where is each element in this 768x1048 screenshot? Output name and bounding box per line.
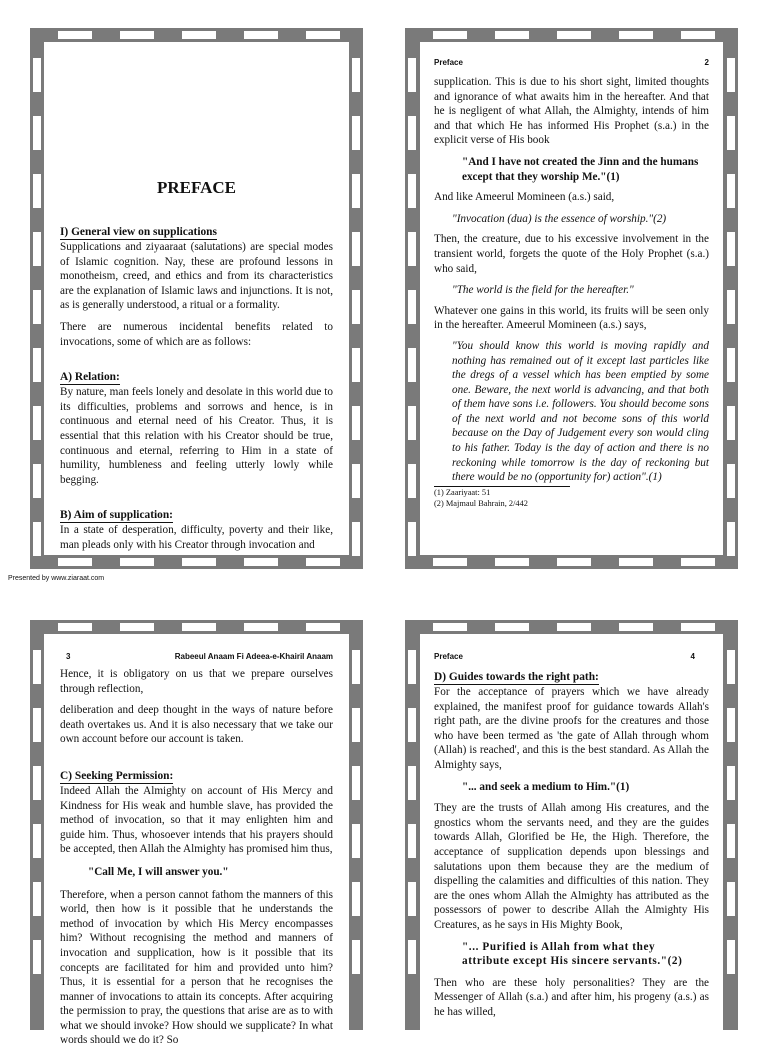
frame-dash (727, 522, 735, 556)
frame-dash (33, 708, 41, 742)
paragraph: They are the trusts of Allah among His creatures, and the gnostics whom the servants need, and they are the guides towards Allah, Glorified be He, the High. Therefore, the acceptance of supplication depends upon blessings and salutations upon them because they are the medium of dispelling the calamities and difficulties of this nation. They are the ones whom Allah the Almighty has attributed as the possessors of power to describe Allah the Almighty His Creatures, as he says in His Mighty Book, (434, 802, 709, 931)
frame-dash (727, 708, 735, 742)
frame-dash (33, 522, 41, 556)
frame-dash (408, 174, 416, 208)
frame-dash (408, 116, 416, 150)
frame-dash (352, 58, 360, 92)
frame-dash (182, 623, 216, 631)
frame-dash (681, 558, 715, 566)
frame-dash (182, 558, 216, 566)
frame-dash (408, 232, 416, 266)
paragraph: There are numerous incidental benefits related to invocations, some of which are as follows: (60, 320, 333, 348)
frame-dash (120, 558, 154, 566)
frame-dash (33, 290, 41, 324)
frame-dash (58, 31, 92, 39)
section-heading-relation: A) Relation: (60, 371, 120, 384)
frame-dash (352, 174, 360, 208)
paragraph: Hence, it is obligatory on us that we prepare ourselves through reflection, (60, 668, 333, 695)
frame-dash (33, 232, 41, 266)
frame-dash (352, 522, 360, 556)
footnote: (1) Zaariyaat: 51 (434, 487, 491, 497)
quran-quote: "... and seek a medium to Him."(1) (462, 780, 630, 793)
frame-dash (352, 290, 360, 324)
paragraph: In a state of desperation, difficulty, poverty and their like, man pleads only with his Creator through invocation and (60, 524, 333, 551)
frame-dash (727, 464, 735, 498)
frame-dash (557, 558, 591, 566)
frame-dash (408, 348, 416, 382)
quran-quote: "... Purified is Allah from what they attribute except His sincere servants."(2) (462, 940, 683, 968)
frame-dash (557, 623, 591, 631)
frame-dash (306, 623, 340, 631)
frame-dash (33, 116, 41, 150)
frame-dash (306, 31, 340, 39)
page-2 (420, 42, 723, 555)
frame-dash (727, 348, 735, 382)
frame-dash (727, 174, 735, 208)
frame-dash (727, 406, 735, 440)
frame-dash (727, 58, 735, 92)
hadith-quote: "The world is the field for the hereafter." (452, 284, 634, 297)
frame-dash (433, 558, 467, 566)
frame-dash (33, 58, 41, 92)
hadith-quote: "You should know this world is moving rapidly and nothing has remained out of it except last particles like the dregs of a vessel which has been emptied by some one. Beware, the next world is advancing, and that both of them have sons i.e. followers. You should become sons of the next world and not become sons of this world because on the Day of Judgement every son would cling to his father. Today is the day of action and there is no reckoning while tomorrow is the day of reckoning but there would be no (opportunity for) action".(1) (452, 339, 709, 484)
frame-dash (244, 558, 278, 566)
paragraph: By nature, man feels lonely and desolate in this world due to its difficulties, problems and sorrows and hence, is in continuous and eternal need of his Creator. Thus, it is essential that this relation with his Creator should be true, continuous and eternal, referring to Him in a state of humility, humbleness and feeling utterly lowly while begging. (60, 386, 333, 486)
section-heading-seeking-permission: C) Seeking Permission: (60, 769, 174, 782)
frame-dash (557, 31, 591, 39)
page-number: 4 (690, 652, 695, 661)
frame-dash (408, 464, 416, 498)
frame-dash (352, 650, 360, 684)
frame-dash (33, 766, 41, 800)
frame-dash (244, 623, 278, 631)
page-number: 3 (66, 652, 71, 661)
frame-dash (33, 174, 41, 208)
frame-dash (495, 623, 529, 631)
page-1 (44, 42, 349, 555)
paragraph: Then, the creature, due to his excessive involvement in the transient world, forgets the quote of the Holy Prophet (s.a.) who said, (434, 233, 709, 275)
frame-dash (352, 406, 360, 440)
frame-dash (352, 940, 360, 974)
presented-by-credit: Presented by www.ziaraat.com (8, 575, 105, 582)
frame-dash (408, 824, 416, 858)
paragraph: Therefore, when a person cannot fathom the manners of this world, then how is it possible that he understands the method of invocation by which His Mercy encompasses him? Without recognising the method and manners of invocation and supplication, how is it possible that its concepts are facilitated for him and provided unto him? Thus, it is essential for a person that he recognises the manner of invocations to attain its concepts. After acquiring the permission to pray, the questions that arise are as to with what we should invoke? How should we supplicate? In what words should we do it? So (60, 888, 333, 1047)
frame-dash (58, 558, 92, 566)
paragraph: And like Ameerul Momineen (a.s.) said, (434, 191, 615, 204)
quran-quote: "Call Me, I will answer you." (88, 865, 229, 878)
page-3 (44, 634, 349, 1047)
footnote: (2) Majmaul Bahrain, 2/442 (434, 498, 528, 508)
running-header: Preface (434, 58, 463, 67)
frame-dash (408, 708, 416, 742)
frame-dash (352, 882, 360, 916)
frame-dash (33, 406, 41, 440)
frame-dash (408, 290, 416, 324)
frame-dash (408, 522, 416, 556)
frame-dash (681, 31, 715, 39)
frame-dash (352, 708, 360, 742)
paragraph: deliberation and deep thought in the ways of nature before death overtakes us. And it is also necessary that we take our own account before our account is taken. (60, 704, 333, 746)
frame-dash (727, 232, 735, 266)
paragraph: supplication. This is due to his short sight, limited thoughts and ignorance of what awaits him in the hereafter. And that he is negligent of what Allah, the Almighty, intends of him and that which He has informed His Prophet (s.a.) in the explicit verse of His book (434, 76, 709, 147)
frame-dash (619, 623, 653, 631)
frame-dash (495, 558, 529, 566)
paragraph: Then who are these holy personalities? They are the Messenger of Allah (s.a.) and after him, his progeny (a.s.) as he has willed, (434, 976, 709, 1018)
frame-dash (58, 623, 92, 631)
frame-dash (727, 940, 735, 974)
frame-dash (33, 464, 41, 498)
frame-dash (244, 31, 278, 39)
frame-dash (33, 940, 41, 974)
frame-dash (352, 232, 360, 266)
frame-dash (619, 31, 653, 39)
running-header: Rabeeul Anaam Fi Adeea-e-Khairil Anaam (174, 652, 333, 661)
frame-dash (408, 58, 416, 92)
section-heading-general-view: I) General view on supplications (60, 226, 217, 238)
frame-dash (408, 766, 416, 800)
frame-dash (182, 31, 216, 39)
frame-dash (727, 290, 735, 324)
paragraph: For the acceptance of prayers which we have already explained, the manifest proof for guidance towards Allah's right path, are the divine proofs for the creatures and those who have been termed as 'the gate of Allah through whom (Allah) is reached', and this is the best standard. As Allah the Almighty says, (434, 686, 709, 771)
hadith-quote: "Invocation (dua) is the essence of worship."(2) (452, 212, 667, 225)
frame-dash (352, 348, 360, 382)
paragraph: Whatever one gains in this world, its fruits will be seen only in the hereafter. Ameerul Momineen (a.s.) says, (434, 304, 709, 332)
frame-dash (120, 31, 154, 39)
frame-dash (727, 116, 735, 150)
frame-dash (433, 623, 467, 631)
frame-dash (681, 623, 715, 631)
page-number: 2 (704, 58, 709, 67)
section-heading-aim: B) Aim of supplication: (60, 509, 173, 522)
frame-dash (33, 650, 41, 684)
frame-dash (33, 348, 41, 382)
page-4 (420, 634, 723, 1034)
frame-dash (352, 464, 360, 498)
section-heading-guides: D) Guides towards the right path: (434, 671, 599, 683)
frame-dash (495, 31, 529, 39)
frame-dash (408, 650, 416, 684)
preface-title: PREFACE (156, 178, 236, 197)
frame-dash (727, 882, 735, 916)
frame-dash (120, 623, 154, 631)
quran-quote: "And I have not created the Jinn and the humans except that they worship Me."(1) (462, 155, 699, 183)
frame-dash (352, 824, 360, 858)
running-header: Preface (434, 652, 463, 661)
paragraph: Indeed Allah the Almighty on account of His Mercy and Kindness for His weak and humble slave, has provided the method of invocation, so that it may enlighten him and guide him. Thus, whosoever intends that his prayers should be accepted, then Allah the Almighty has promised him thus, (60, 784, 333, 856)
frame-dash (727, 766, 735, 800)
frame-dash (408, 940, 416, 974)
frame-dash (33, 882, 41, 916)
frame-dash (727, 824, 735, 858)
frame-dash (433, 31, 467, 39)
frame-dash (33, 824, 41, 858)
frame-dash (727, 650, 735, 684)
frame-dash (619, 558, 653, 566)
frame-dash (408, 882, 416, 916)
frame-dash (352, 116, 360, 150)
frame-dash (352, 766, 360, 800)
frame-dash (306, 558, 340, 566)
paragraph: Supplications and ziyaaraat (salutations) are special modes of Islamic cognition. Nay, these are profound lessons in monotheism, creed, and ethics and from its characteristics are the explanation of Islamic laws and injunctions. It is not, as is generally understood, a ritual or a formality. (60, 241, 333, 312)
frame-dash (408, 406, 416, 440)
